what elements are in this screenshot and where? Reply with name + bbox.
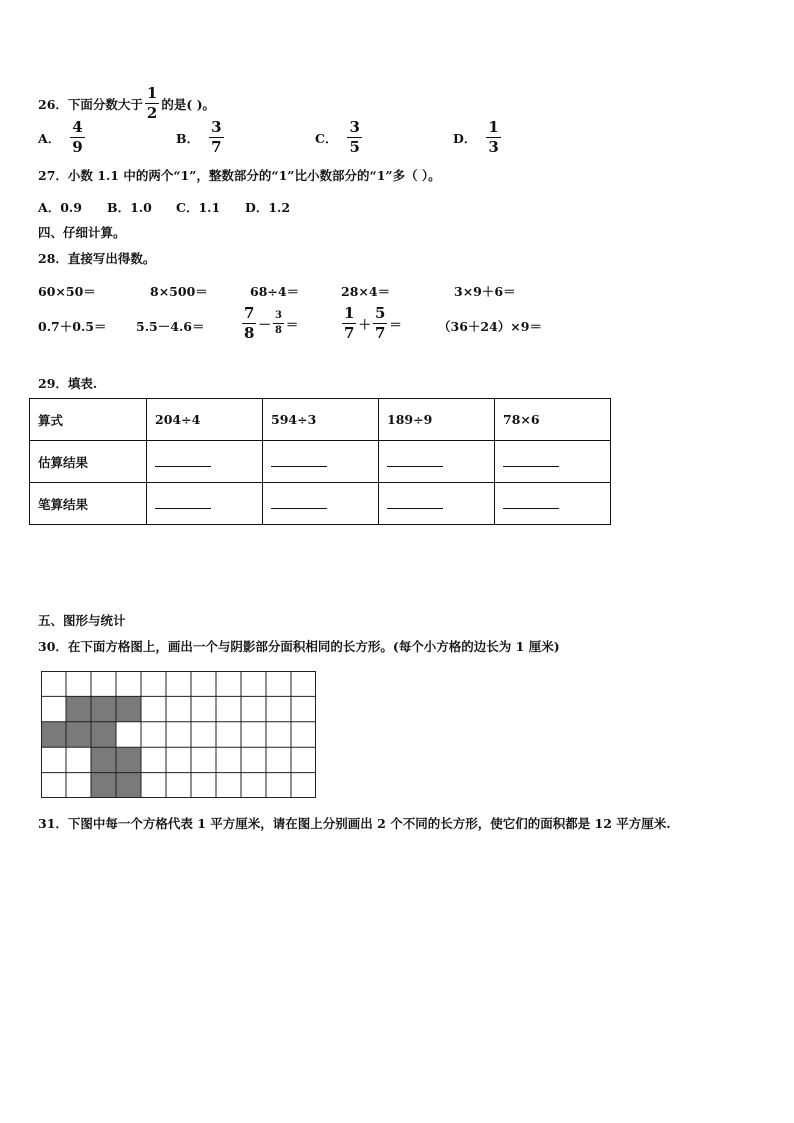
option-fraction [70, 120, 84, 155]
q28-expr-4: 28×4＝ [341, 284, 391, 299]
q28-expr-last: （36＋24）×9＝ [438, 319, 542, 334]
shaded-square [116, 773, 141, 798]
q28-expr-5: 3×9＋6＝ [454, 284, 516, 299]
frac-b [273, 311, 284, 336]
table-header-cell: 189÷9 [379, 399, 495, 441]
frac-num: 3 [273, 311, 284, 324]
q27-option-d[interactable]: D．1.2 [245, 200, 291, 215]
q26-frac-num: 1 [146, 84, 158, 102]
shaded-square [116, 747, 141, 772]
q28-expr-6: 0.7＋0.5＝ [38, 319, 107, 334]
q28-frac-expr-2 [340, 306, 402, 341]
shaded-square [91, 722, 116, 747]
option-label: C． [315, 130, 338, 146]
q26-prefix: 26．下面分数大于 [38, 96, 143, 112]
answer-blank[interactable] [387, 496, 443, 509]
table-header-cell: 算式 [30, 399, 147, 441]
frac-num: 1 [344, 304, 355, 322]
section-4-heading: 四、仔细计算。 [38, 225, 126, 240]
shaded-square [66, 722, 91, 747]
q26-frac-den: 2 [146, 104, 158, 122]
option-label: B． [176, 130, 200, 146]
answer-cell[interactable] [147, 483, 263, 525]
q26-suffix: 的是( )。 [161, 96, 216, 112]
table-row [30, 441, 611, 483]
option-fraction [486, 120, 500, 155]
answer-blank[interactable] [155, 454, 211, 467]
shaded-square [116, 696, 141, 721]
frac-num: 7 [244, 304, 255, 322]
q27-stem: 27．小数 1.1 中的两个“1”，整数部分的“1”比小数部分的“1”多（ ）。 [38, 168, 441, 183]
frac-op: － [258, 316, 271, 332]
option-num: 4 [72, 118, 83, 136]
frac-den: 7 [344, 324, 355, 342]
q28-expr-1: 60×50＝ [38, 284, 96, 299]
q31-stem: 31．下图中每一个方格代表 1 平方厘米，请在图上分别画出 2 个不同的长方形，使它们的面积都是 12 平方厘米. [38, 816, 671, 831]
q28-title: 28．直接写出得数。 [38, 251, 156, 266]
answer-cell[interactable] [495, 441, 611, 483]
q29-table [29, 398, 611, 525]
option-den: 3 [488, 138, 499, 156]
answer-cell[interactable] [495, 483, 611, 525]
frac-a [242, 306, 256, 341]
frac-den: 8 [274, 325, 282, 336]
q28-frac-expr-1 [240, 306, 298, 341]
answer-blank[interactable] [387, 454, 443, 467]
q30-stem: 30．在下面方格图上，画出一个与阴影部分面积相同的长方形。(每个小方格的边长为 1 厘米) [38, 639, 560, 654]
q27-option-a[interactable]: A．0.9 [38, 200, 82, 215]
option-label: A． [38, 130, 61, 146]
q28-expr-3: 68÷4＝ [250, 284, 300, 299]
q29-title: 29．填表. [38, 376, 98, 391]
table-header-cell: 204÷4 [147, 399, 263, 441]
shaded-square [41, 722, 66, 747]
section-5-heading: 五、图形与统计 [38, 613, 126, 628]
answer-blank[interactable] [155, 496, 211, 509]
shaded-square [91, 747, 116, 772]
q26-option-c[interactable] [315, 120, 364, 155]
shaded-square [91, 696, 116, 721]
frac-a [342, 306, 356, 341]
table-header-cell: 78×6 [495, 399, 611, 441]
q26-option-d[interactable] [453, 120, 503, 155]
q27-option-b[interactable]: B．1.0 [107, 200, 152, 215]
q26-stem [38, 86, 215, 121]
q26-fraction [145, 86, 159, 121]
q30-square-grid[interactable] [41, 671, 316, 798]
q28-expr-7: 5.5－4.6＝ [136, 319, 205, 334]
q26-option-b[interactable] [176, 120, 226, 155]
frac-eq: ＝ [285, 316, 299, 332]
table-header-row [30, 399, 611, 441]
q26-option-a[interactable] [38, 120, 87, 155]
option-den: 5 [349, 138, 360, 156]
option-den: 9 [72, 138, 83, 156]
answer-blank[interactable] [271, 454, 327, 467]
row-label: 笔算结果 [30, 483, 147, 525]
row-label: 估算结果 [30, 441, 147, 483]
frac-num: 5 [374, 304, 386, 322]
option-num: 3 [349, 118, 360, 136]
option-fraction [209, 120, 223, 155]
frac-b [373, 306, 387, 341]
table-header-cell: 594÷3 [263, 399, 379, 441]
q28-expr-2: 8×500＝ [150, 284, 208, 299]
frac-eq: ＝ [389, 316, 402, 332]
shaded-square [91, 773, 116, 798]
option-label: D． [453, 130, 477, 146]
option-den: 7 [211, 138, 222, 156]
option-num: 1 [488, 118, 499, 136]
answer-cell[interactable] [379, 441, 495, 483]
option-fraction [347, 120, 361, 155]
frac-den: 8 [244, 324, 255, 342]
answer-cell[interactable] [147, 441, 263, 483]
q27-option-c[interactable]: C．1.1 [176, 200, 221, 215]
answer-blank[interactable] [271, 496, 327, 509]
answer-cell[interactable] [263, 441, 379, 483]
answer-blank[interactable] [503, 496, 559, 509]
table-row [30, 483, 611, 525]
answer-cell[interactable] [379, 483, 495, 525]
shaded-square [66, 696, 91, 721]
frac-den: 7 [374, 324, 386, 342]
option-num: 3 [211, 118, 222, 136]
answer-blank[interactable] [503, 454, 559, 467]
answer-cell[interactable] [263, 483, 379, 525]
frac-op: ＋ [358, 316, 371, 332]
